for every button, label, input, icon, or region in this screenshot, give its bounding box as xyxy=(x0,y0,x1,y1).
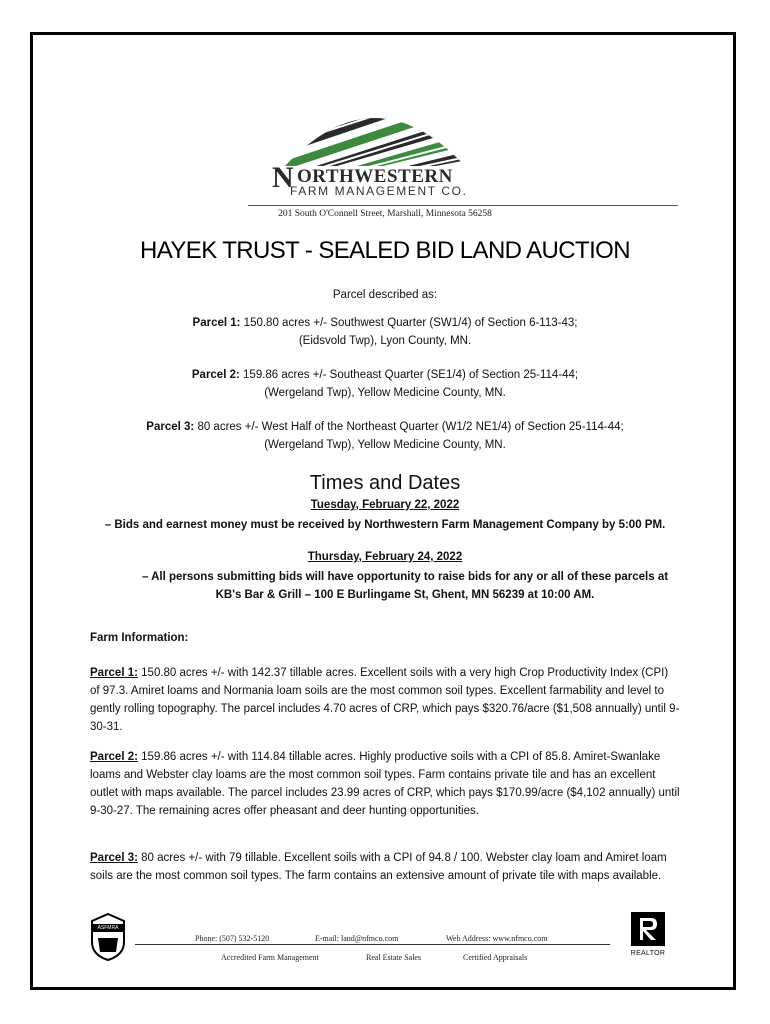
footer-web[interactable]: Web Address: www.nfmco.com xyxy=(446,934,548,943)
page-title: HAYEK TRUST - SEALED BID LAND AUCTION xyxy=(140,237,630,264)
farm-parcel-2: Parcel 2: 159.86 acres +/- with 114.84 tillable acres. Highly productive soils with a CPI of 85.8. Amiret-Swanlake loams and Webster clay loams are the most common soil types. Farm contains private tile and has an excellent outlet with maps available. The parcel includes 23.99 acres of CRP, which pays $170.99/acre ($4,102 annually) until 9-30-27. The remaining acres offer pheasant and deer hunting opportunities. xyxy=(90,751,680,817)
date-2: Thursday, February 24, 2022 xyxy=(307,551,463,563)
footer-service-1: Accredited Farm Management xyxy=(221,953,319,962)
badge-text: ASFMRA xyxy=(97,925,119,931)
header-rule xyxy=(248,205,678,206)
farm-parcel-1: Parcel 1: 150.80 acres +/- with 142.37 tillable acres. Excellent soils with a very high Crop Productivity Index (CPI) of 97.3. Amiret loams and Normania loam soils are the most common soil types. Excellent farmability and level to gently rolling topography. The parcel includes 4.70 acres of CRP, which pays $320.76/acre ($1,508 annually) until 9-30-31. xyxy=(90,667,680,733)
parcel-desc-3: Parcel 3: 80 acres +/- West Half of the Northeast Quarter (W1/2 NE1/4) of Section 25-114-44; (Wergeland Twp), Yellow Medicine County, MN. xyxy=(146,421,624,451)
realtor-logo xyxy=(628,912,668,962)
company-initial: N xyxy=(272,161,294,194)
farm-parcel-3: Parcel 3: 80 acres +/- with 79 tillable. Excellent soils with a CPI of 94.8 / 100. Webster clay loam and Amiret loam soils are the most common soil types. The farm contains an extensive amount of private tile with maps available. xyxy=(90,852,667,882)
footer-phone: Phone: (507) 532-5120 xyxy=(195,934,270,943)
intro-text: Parcel described as: xyxy=(332,289,438,301)
company-name: ORTHWESTERN xyxy=(297,166,453,187)
date-1: Tuesday, February 22, 2022 xyxy=(310,499,460,511)
times-heading: Times and Dates xyxy=(309,472,461,494)
footer-service-3: Certified Appraisals xyxy=(463,953,528,962)
parcel-label: Parcel 1: xyxy=(90,667,138,679)
notice-1: – Bids and earnest money must be received by Northwestern Farm Management Company by 5:00 PM. xyxy=(104,519,666,531)
realtor-r-icon xyxy=(631,912,665,946)
company-subname: FARM MANAGEMENT CO. xyxy=(290,184,468,198)
parcel-label: Parcel 2: xyxy=(191,369,240,381)
realtor-label: REALTOR xyxy=(630,950,666,957)
field-rows-graphic xyxy=(250,88,500,168)
parcel-label: Parcel 3: xyxy=(90,852,138,864)
parcel-label: Parcel 3: xyxy=(146,421,195,433)
footer-email[interactable]: E-mail: land@nfmco.com xyxy=(315,934,399,943)
asfmra-badge-icon xyxy=(88,912,128,962)
footer-rule xyxy=(135,944,610,945)
parcel-label: Parcel 2: xyxy=(90,751,138,763)
parcel-desc-2: Parcel 2: 159.86 acres +/- Southeast Quarter (SE1/4) of Section 25-114-44; (Wergeland Twp), Yellow Medicine County, MN. xyxy=(191,369,579,399)
notice-2: – All persons submitting bids will have opportunity to raise bids for any or all of these parcels at KB's Bar & Grill – 100 E Burlingame St, Ghent, MN 56239 at 10:00 AM. xyxy=(141,571,669,601)
farm-info-heading: Farm Information: xyxy=(90,632,189,644)
parcel-desc-1: Parcel 1: 150.80 acres +/- Southwest Quarter (SW1/4) of Section 6-113-43; (Eidsvold Twp), Lyon County, MN. xyxy=(192,317,578,347)
footer-service-2: Real Estate Sales xyxy=(366,953,422,962)
parcel-label: Parcel 1: xyxy=(192,317,241,329)
company-address: 201 South O'Connell Street, Marshall, Minnesota 56258 xyxy=(278,209,492,219)
